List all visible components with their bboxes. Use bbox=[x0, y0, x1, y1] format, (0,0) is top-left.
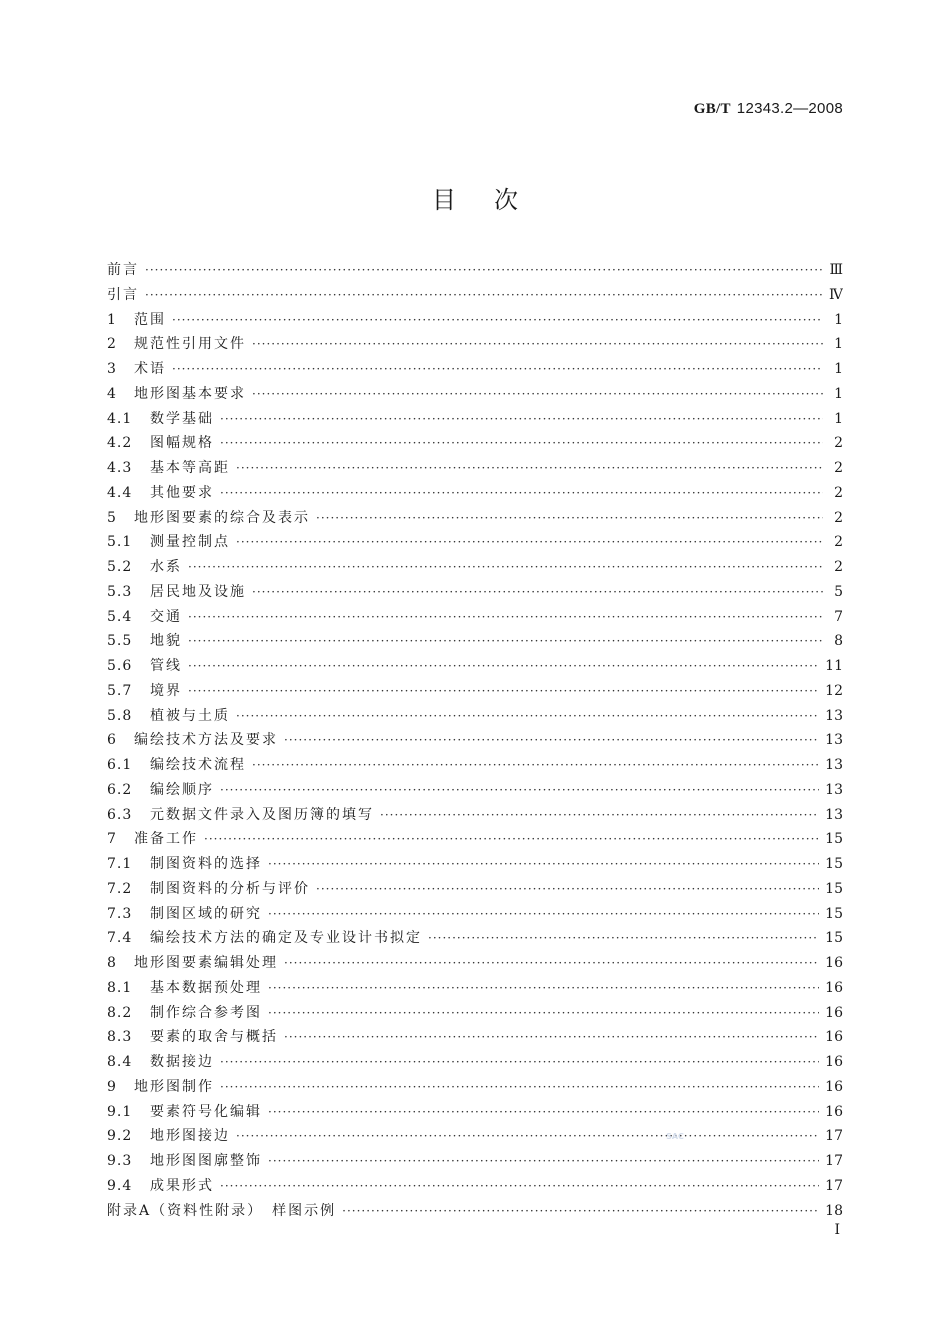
toc-entry[interactable] bbox=[107, 630, 843, 655]
toc-entry[interactable] bbox=[107, 927, 843, 952]
watermark-logo: SAC bbox=[666, 1132, 684, 1141]
toc-entry-number: 7.1 bbox=[107, 856, 133, 872]
toc-entry-page: 16 bbox=[825, 1078, 843, 1095]
toc-entry-title: 地形图基本要求 bbox=[134, 385, 246, 402]
toc-entry-number: 5.7 bbox=[107, 682, 133, 699]
toc-entry-number: 7.4 bbox=[107, 930, 133, 947]
toc-dot-leader bbox=[188, 634, 823, 648]
toc-entry[interactable] bbox=[107, 977, 843, 1002]
toc-dot-leader bbox=[188, 610, 823, 624]
table-of-contents bbox=[107, 259, 843, 1224]
toc-entry[interactable] bbox=[107, 705, 843, 730]
toc-dot-leader bbox=[268, 981, 819, 995]
toc-dot-leader bbox=[316, 882, 819, 896]
toc-entry-page: 2 bbox=[834, 460, 843, 476]
toc-entry-number: 6.1 bbox=[107, 757, 133, 773]
toc-entry-number: 8.2 bbox=[107, 1004, 133, 1021]
toc-dot-leader bbox=[252, 585, 823, 599]
toc-dot-leader bbox=[145, 288, 823, 302]
toc-entry[interactable] bbox=[107, 432, 843, 457]
toc-entry-title: 地貌 bbox=[150, 633, 182, 650]
toc-entry[interactable] bbox=[107, 878, 843, 903]
toc-dot-leader bbox=[220, 1080, 819, 1094]
toc-dot-leader bbox=[252, 758, 819, 772]
toc-entry[interactable] bbox=[107, 581, 843, 606]
toc-entry-number: 5 bbox=[107, 509, 117, 526]
toc-entry[interactable] bbox=[107, 1200, 843, 1225]
toc-entry-title: 地形图图廓整饰 bbox=[150, 1153, 262, 1169]
toc-dot-leader bbox=[172, 362, 823, 376]
toc-entry-title: 要素符号化编辑 bbox=[150, 1103, 262, 1120]
toc-entry-page: 1 bbox=[834, 385, 843, 402]
toc-entry-number: 4.1 bbox=[107, 410, 133, 427]
toc-entry-page: 15 bbox=[825, 880, 843, 897]
toc-entry-page: 16 bbox=[825, 1029, 843, 1046]
toc-dot-leader bbox=[188, 659, 819, 673]
toc-entry-title: 基本等高距 bbox=[150, 460, 230, 476]
toc-entry-page: 16 bbox=[825, 955, 843, 971]
toc-dot-leader bbox=[172, 313, 823, 327]
toc-entry-title: 数据接边 bbox=[150, 1054, 214, 1070]
toc-entry-page: 7 bbox=[834, 608, 843, 625]
toc-entry[interactable] bbox=[107, 952, 843, 977]
toc-entry-number: 3 bbox=[107, 361, 117, 377]
toc-dot-leader bbox=[284, 733, 819, 747]
toc-entry-page: 16 bbox=[825, 979, 843, 996]
toc-entry-number: 8 bbox=[107, 955, 117, 971]
toc-entry[interactable] bbox=[107, 606, 843, 631]
toc-entry-page: 15 bbox=[825, 831, 843, 848]
toc-entry[interactable] bbox=[107, 309, 843, 334]
toc-entry[interactable] bbox=[107, 358, 843, 383]
toc-entry-page: 15 bbox=[825, 930, 843, 947]
toc-entry-number: 4.2 bbox=[107, 435, 133, 452]
toc-entry-title: 数学基础 bbox=[150, 410, 214, 427]
toc-entry-title: 境界 bbox=[150, 682, 182, 699]
toc-entry[interactable] bbox=[107, 655, 843, 680]
toc-entry-title: 地形图要素的综合及表示 bbox=[134, 509, 310, 526]
toc-entry-number: 4 bbox=[107, 385, 117, 402]
toc-entry[interactable] bbox=[107, 482, 843, 507]
toc-dot-leader bbox=[188, 560, 823, 574]
toc-entry-number: 9.2 bbox=[107, 1128, 133, 1145]
toc-entry-number: 6 bbox=[107, 732, 117, 749]
toc-entry[interactable] bbox=[107, 1076, 843, 1101]
toc-entry-number: 4.4 bbox=[107, 484, 133, 501]
toc-entry-page: 12 bbox=[825, 682, 843, 699]
toc-entry-page: 1 bbox=[834, 361, 843, 377]
toc-dot-leader bbox=[268, 857, 819, 871]
toc-dot-leader bbox=[220, 783, 819, 797]
toc-entry-number: 6.3 bbox=[107, 806, 133, 823]
toc-entry-number: 2 bbox=[107, 336, 117, 353]
toc-entry-title: 制图资料的分析与评价 bbox=[150, 880, 310, 897]
toc-entry[interactable] bbox=[107, 507, 843, 532]
toc-entry-number: 5.8 bbox=[107, 707, 133, 724]
toc-entry-title: 基本数据预处理 bbox=[150, 979, 262, 996]
toc-dot-leader bbox=[380, 808, 819, 822]
toc-entry-number: 5.1 bbox=[107, 534, 133, 551]
toc-entry-number: 7.2 bbox=[107, 880, 133, 897]
toc-entry-title: 术语 bbox=[134, 361, 166, 377]
toc-entry-title: 其他要求 bbox=[150, 484, 214, 501]
toc-entry[interactable] bbox=[107, 729, 843, 754]
toc-entry-title: 准备工作 bbox=[134, 831, 198, 848]
toc-entry-page: 2 bbox=[834, 435, 843, 452]
toc-entry-page: 1 bbox=[834, 311, 843, 328]
toc-dot-leader bbox=[220, 1055, 819, 1069]
toc-entry-page: Ⅳ bbox=[829, 286, 843, 303]
toc-entry[interactable] bbox=[107, 383, 843, 408]
toc-entry-page: 8 bbox=[834, 633, 843, 650]
toc-entry[interactable] bbox=[107, 828, 843, 853]
toc-entry[interactable] bbox=[107, 1101, 843, 1126]
toc-entry[interactable] bbox=[107, 853, 843, 878]
toc-entry[interactable] bbox=[107, 531, 843, 556]
toc-entry[interactable] bbox=[107, 556, 843, 581]
toc-entry-page: 2 bbox=[834, 509, 843, 526]
toc-entry-number: 5.3 bbox=[107, 583, 133, 600]
toc-entry-page: 1 bbox=[834, 410, 843, 427]
toc-entry-title: 前言 bbox=[107, 262, 139, 278]
toc-entry-page: 2 bbox=[834, 534, 843, 551]
toc-dot-leader bbox=[220, 1179, 819, 1193]
toc-entry-number: 9.4 bbox=[107, 1177, 133, 1194]
toc-dot-leader bbox=[268, 1154, 819, 1168]
toc-dot-leader bbox=[252, 337, 823, 351]
toc-dot-leader bbox=[428, 931, 819, 945]
toc-dot-leader bbox=[268, 1105, 819, 1119]
toc-entry-title: 成果形式 bbox=[150, 1177, 214, 1194]
toc-entry-title: 制图区域的研究 bbox=[150, 905, 262, 922]
toc-entry-number: 9.1 bbox=[107, 1103, 133, 1120]
toc-entry-number: 5.2 bbox=[107, 559, 133, 575]
toc-entry-number: 5.6 bbox=[107, 658, 133, 674]
toc-entry[interactable] bbox=[107, 680, 843, 705]
toc-dot-leader bbox=[220, 486, 823, 500]
toc-entry-page: 2 bbox=[834, 559, 843, 575]
page-number: I bbox=[834, 1222, 840, 1238]
toc-entry-page: 17 bbox=[825, 1153, 843, 1169]
toc-entry-number: 6.2 bbox=[107, 781, 133, 798]
toc-entry-page: 17 bbox=[825, 1177, 843, 1194]
toc-entry-page: 15 bbox=[825, 905, 843, 922]
toc-dot-leader bbox=[188, 684, 819, 698]
toc-entry-title: 规范性引用文件 bbox=[134, 336, 246, 353]
toc-entry[interactable] bbox=[107, 457, 843, 482]
toc-entry[interactable] bbox=[107, 804, 843, 829]
toc-entry-title: 测量控制点 bbox=[150, 534, 230, 551]
toc-entry[interactable] bbox=[107, 903, 843, 928]
toc-entry[interactable] bbox=[107, 779, 843, 804]
toc-entry-number: 5.5 bbox=[107, 633, 133, 650]
toc-entry-title: 管线 bbox=[150, 658, 182, 674]
toc-entry-title: 附录A（资料性附录） 样图示例 bbox=[107, 1202, 337, 1219]
toc-entry-page: 13 bbox=[825, 781, 843, 798]
toc-dot-leader bbox=[236, 461, 823, 475]
toc-entry-page: 16 bbox=[825, 1103, 843, 1120]
toc-entry-title: 范围 bbox=[134, 311, 166, 328]
toc-entry-title: 引言 bbox=[107, 286, 139, 303]
toc-entry-page: 13 bbox=[825, 806, 843, 823]
toc-dot-leader bbox=[236, 1129, 819, 1143]
toc-entry-page: 5 bbox=[834, 583, 843, 600]
toc-dot-leader bbox=[145, 263, 823, 277]
toc-dot-leader bbox=[204, 832, 819, 846]
toc-entry-page: 13 bbox=[825, 707, 843, 724]
toc-dot-leader bbox=[284, 1030, 819, 1044]
toc-entry-title: 编绘技术流程 bbox=[150, 757, 246, 773]
toc-entry-page: 11 bbox=[825, 658, 843, 674]
toc-dot-leader bbox=[284, 956, 819, 970]
toc-entry-page: 2 bbox=[834, 484, 843, 501]
toc-dot-leader bbox=[220, 436, 823, 450]
toc-entry-title: 居民地及设施 bbox=[150, 583, 246, 600]
toc-entry-page: Ⅲ bbox=[829, 262, 843, 278]
standard-number: 12343.2—2008 bbox=[736, 100, 843, 117]
toc-entry-page: 13 bbox=[825, 757, 843, 773]
toc-dot-leader bbox=[342, 1204, 819, 1218]
toc-entry-number: 7 bbox=[107, 831, 117, 848]
toc-entry[interactable] bbox=[107, 1150, 843, 1175]
toc-entry[interactable] bbox=[107, 1051, 843, 1076]
toc-entry-number: 9 bbox=[107, 1078, 117, 1095]
toc-entry-page: 16 bbox=[825, 1004, 843, 1021]
toc-entry-title: 地形图接边 bbox=[150, 1128, 230, 1145]
toc-entry-title: 制图资料的选择 bbox=[150, 856, 262, 872]
standard-code bbox=[694, 100, 843, 118]
toc-entry-page: 18 bbox=[825, 1202, 843, 1219]
toc-entry-page: 15 bbox=[825, 856, 843, 872]
toc-dot-leader bbox=[268, 1006, 819, 1020]
toc-entry[interactable] bbox=[107, 408, 843, 433]
toc-entry-title: 编绘技术方法的确定及专业设计书拟定 bbox=[150, 930, 422, 947]
toc-entry[interactable] bbox=[107, 754, 843, 779]
toc-dot-leader bbox=[268, 907, 819, 921]
toc-entry-number: 8.3 bbox=[107, 1029, 133, 1046]
toc-entry-page: 17 bbox=[825, 1128, 843, 1145]
toc-entry[interactable] bbox=[107, 259, 843, 284]
toc-entry-title: 编绘技术方法及要求 bbox=[134, 732, 278, 749]
toc-entry-number: 5.4 bbox=[107, 608, 133, 625]
toc-entry-number: 4.3 bbox=[107, 460, 133, 476]
toc-entry-title: 地形图制作 bbox=[134, 1078, 214, 1095]
standard-prefix: GB/T bbox=[693, 101, 731, 117]
toc-entry-title: 地形图要素编辑处理 bbox=[134, 955, 278, 971]
toc-entry-number: 7.3 bbox=[107, 905, 133, 922]
toc-entry[interactable] bbox=[107, 284, 843, 309]
page-title: 目次 bbox=[432, 186, 556, 214]
toc-entry-title: 图幅规格 bbox=[150, 435, 214, 452]
toc-entry-title: 制作综合参考图 bbox=[150, 1004, 262, 1021]
toc-entry-title: 要素的取舍与概括 bbox=[150, 1029, 278, 1046]
toc-entry[interactable] bbox=[107, 1175, 843, 1200]
toc-dot-leader bbox=[252, 387, 823, 401]
toc-entry-page: 16 bbox=[825, 1054, 843, 1070]
toc-entry[interactable] bbox=[107, 1026, 843, 1051]
toc-entry-number: 9.3 bbox=[107, 1153, 133, 1169]
toc-entry[interactable] bbox=[107, 1125, 843, 1150]
toc-dot-leader bbox=[236, 709, 819, 723]
toc-entry-number: 8.4 bbox=[107, 1054, 133, 1070]
toc-dot-leader bbox=[220, 412, 823, 426]
toc-entry[interactable] bbox=[107, 1002, 843, 1027]
toc-entry-page: 1 bbox=[834, 336, 843, 353]
toc-entry-title: 编绘顺序 bbox=[150, 781, 214, 798]
toc-dot-leader bbox=[236, 535, 823, 549]
toc-entry-title: 元数据文件录入及图历簿的填写 bbox=[150, 806, 374, 823]
toc-entry-number: 1 bbox=[107, 311, 117, 328]
toc-entry-page: 13 bbox=[825, 732, 843, 749]
toc-entry-number: 8.1 bbox=[107, 979, 133, 996]
toc-entry[interactable] bbox=[107, 333, 843, 358]
toc-entry-title: 交通 bbox=[150, 608, 182, 625]
toc-dot-leader bbox=[316, 511, 823, 525]
toc-entry-title: 植被与土质 bbox=[150, 707, 230, 724]
toc-entry-title: 水系 bbox=[150, 559, 182, 575]
